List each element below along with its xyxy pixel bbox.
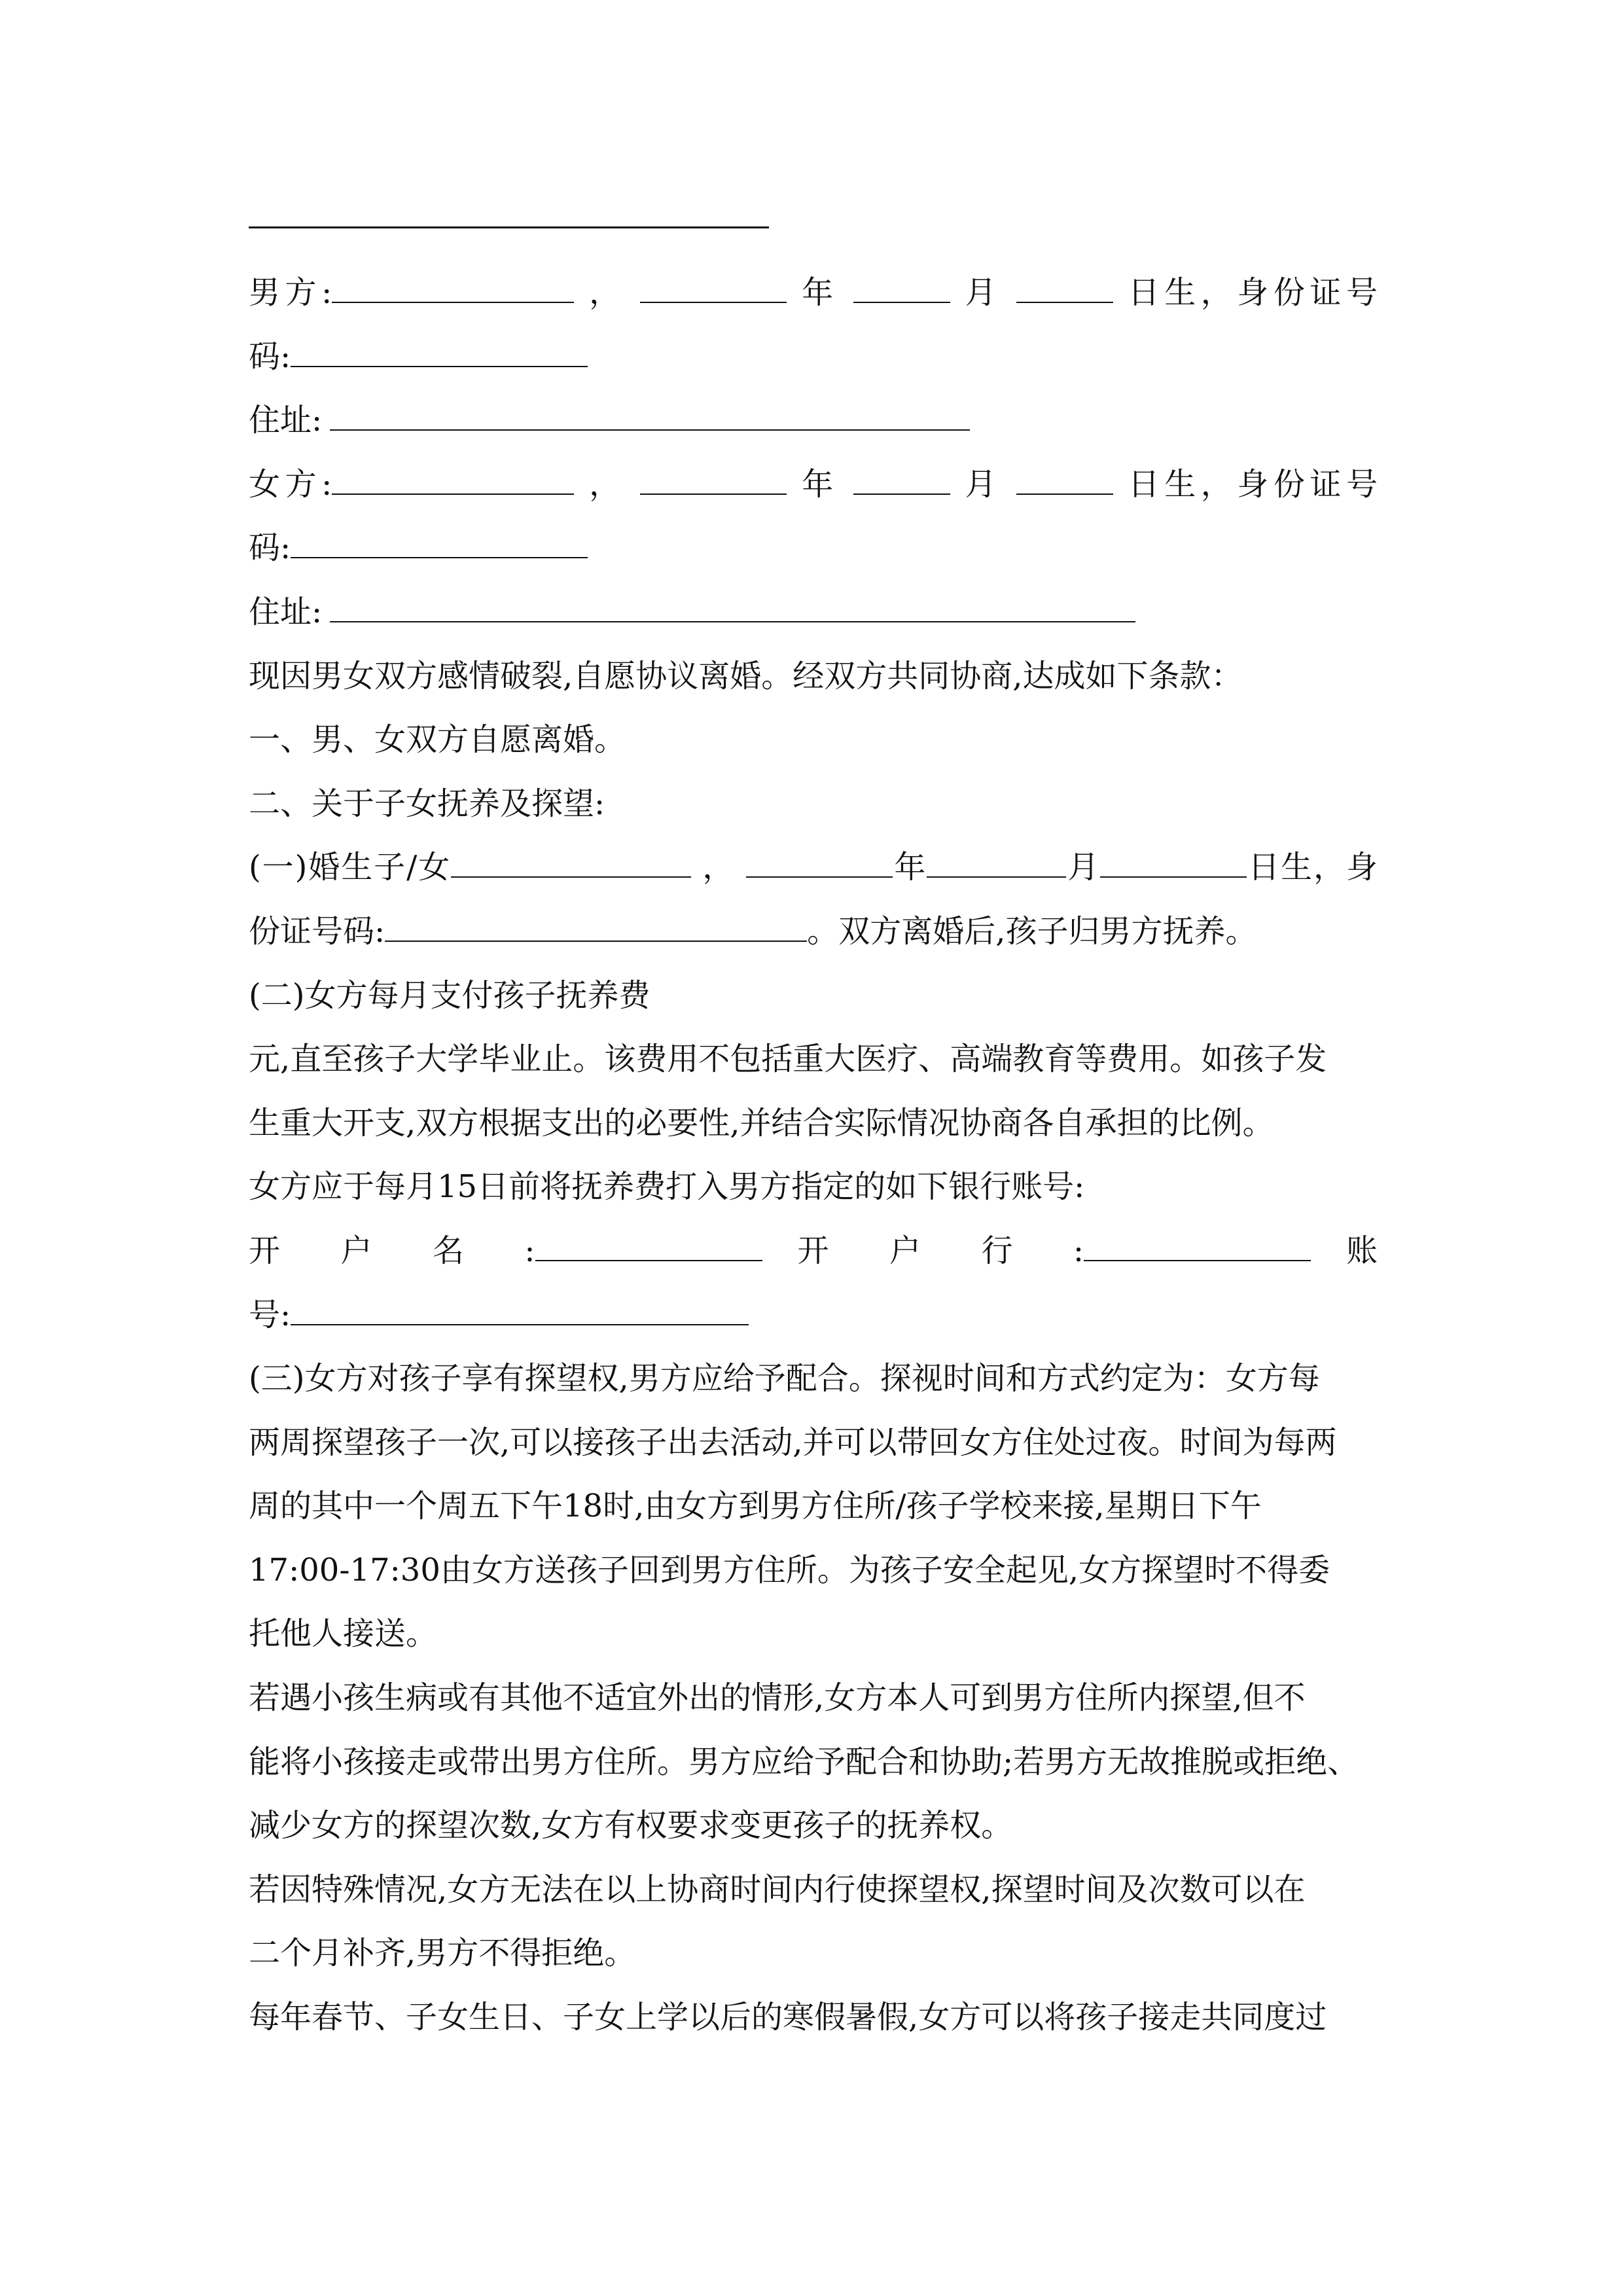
male-info-line: [249, 261, 1378, 325]
account-number-line: [249, 1283, 1378, 1348]
child-prefix: (一)婚生子/女: [249, 849, 452, 886]
support-paragraph-2: 生重大开支,双方根据支出的必要性,并结合实际情况协商各自承担的比例。: [249, 1104, 1274, 1141]
female-info-line: [249, 453, 1378, 517]
female-address-blank[interactable]: [330, 595, 1135, 622]
born-label: 日生，身: [1247, 849, 1378, 886]
month-label: 月: [965, 274, 1002, 311]
female-name-blank[interactable]: [332, 467, 574, 495]
visit-line: 若因特殊情况,女方无法在以上协商时间内行使探望权,探望时间及次数可以在: [249, 1871, 1306, 1908]
child-id-line: [249, 900, 1378, 964]
account-number-label-cont: 号:: [249, 1296, 291, 1333]
male-name-blank[interactable]: [332, 276, 574, 303]
born-id-label: 日生，身份证号: [1128, 465, 1378, 503]
custody-text: 。双方离婚后,孩子归男方抚养。: [807, 912, 1257, 950]
visit-line: 17:00-17:30由女方送孩子回到男方住所。为孩子安全起见,女方探望时不得委: [249, 1551, 1330, 1588]
female-birth-month-blank[interactable]: [853, 467, 950, 495]
account-name-blank[interactable]: [535, 1234, 762, 1261]
visit-line: 周的其中一个周五下午18时,由女方到男方住所/孩子学校来接,星期日下午: [249, 1488, 1262, 1525]
child-name-blank[interactable]: [451, 850, 691, 878]
account-number-label: 账: [1346, 1232, 1378, 1269]
bank-label: 开 户 行 :: [797, 1232, 1084, 1269]
year-label: 年: [802, 465, 838, 503]
visit-line: 若遇小孩生病或有其他不适宜外出的情形,女方本人可到男方住所内探望,但不: [249, 1679, 1306, 1717]
address-label: 住址:: [249, 593, 323, 630]
support-title: (二)女方每月支付孩子抚养费: [249, 977, 651, 1014]
male-id-line: [249, 325, 1378, 389]
child-birth-year-blank[interactable]: [746, 850, 893, 878]
male-birth-year-blank[interactable]: [640, 276, 787, 303]
male-address-blank[interactable]: [330, 403, 970, 431]
id-tail-label: 码:: [249, 529, 291, 567]
id-tail-label: 码:: [249, 338, 291, 375]
visit-line: 托他人接送。: [249, 1615, 438, 1653]
female-id-blank[interactable]: [291, 531, 588, 558]
female-birth-year-blank[interactable]: [640, 467, 787, 495]
male-label: 男方:: [249, 274, 332, 311]
child-id-blank[interactable]: [385, 914, 807, 942]
comma: ，: [589, 274, 626, 311]
month-label: 月: [1066, 849, 1101, 886]
comma: ，: [589, 465, 626, 503]
clause-2-title: 二、关于子女抚养及探望:: [249, 785, 605, 822]
born-id-label: 日生，身份证号: [1128, 274, 1378, 311]
month-label: 月: [965, 465, 1002, 503]
female-label: 女方:: [249, 465, 332, 503]
male-birth-month-blank[interactable]: [853, 276, 950, 303]
year-label: 年: [893, 849, 927, 886]
female-birth-day-blank[interactable]: [1016, 467, 1113, 495]
female-id-line: [249, 516, 1378, 581]
clause-1: 一、男、女双方自愿离婚。: [249, 721, 626, 759]
female-address-line: [249, 581, 1378, 645]
male-id-blank[interactable]: [291, 340, 588, 367]
bank-info-line: [249, 1219, 1378, 1283]
top-rule-line: [249, 226, 769, 228]
child-id-label: 份证号码:: [249, 912, 385, 950]
visit-line: 两周探望孩子一次,可以接孩子出去活动,并可以带回女方住处过夜。时间为每两: [249, 1424, 1337, 1461]
support-paragraph-1: 元,直至孩子大学毕业止。该费用不包括重大医疗、高端教育等费用。如孩子发: [249, 1041, 1327, 1078]
bank-intro: 女方应于每月15日前将抚养费打入男方指定的如下银行账号:: [249, 1168, 1085, 1206]
visit-line: 能将小孩接走或带出男方住所。男方应给予配合和协助;若男方无故推脱或拒绝、: [249, 1743, 1359, 1780]
visit-line: 二个月补齐,男方不得拒绝。: [249, 1935, 636, 1972]
account-name-label: 开 户 名 :: [249, 1232, 535, 1269]
bank-blank[interactable]: [1084, 1234, 1311, 1261]
comma: ，: [702, 849, 736, 886]
address-label: 住址:: [249, 402, 323, 439]
child-birth-month-blank[interactable]: [927, 850, 1066, 878]
male-address-line: [249, 389, 1378, 453]
visit-line: (三)女方对孩子享有探望权,男方应给予配合。探视时间和方式约定为：女方每: [249, 1360, 1320, 1397]
visit-line: 每年春节、子女生日、子女上学以后的寒假暑假,女方可以将孩子接走共同度过: [249, 1999, 1327, 2036]
account-number-blank[interactable]: [291, 1298, 749, 1325]
year-label: 年: [802, 274, 838, 311]
child-birth-day-blank[interactable]: [1100, 850, 1247, 878]
male-birth-day-blank[interactable]: [1016, 276, 1113, 303]
document-body: [249, 261, 1378, 2050]
child-info-line: [249, 836, 1378, 900]
intro-paragraph: 现因男女双方感情破裂,自愿协议离婚。经双方共同协商,达成如下条款：: [249, 657, 1243, 694]
visit-line: 减少女方的探望次数,女方有权要求变更孩子的抚养权。: [249, 1807, 1013, 1844]
